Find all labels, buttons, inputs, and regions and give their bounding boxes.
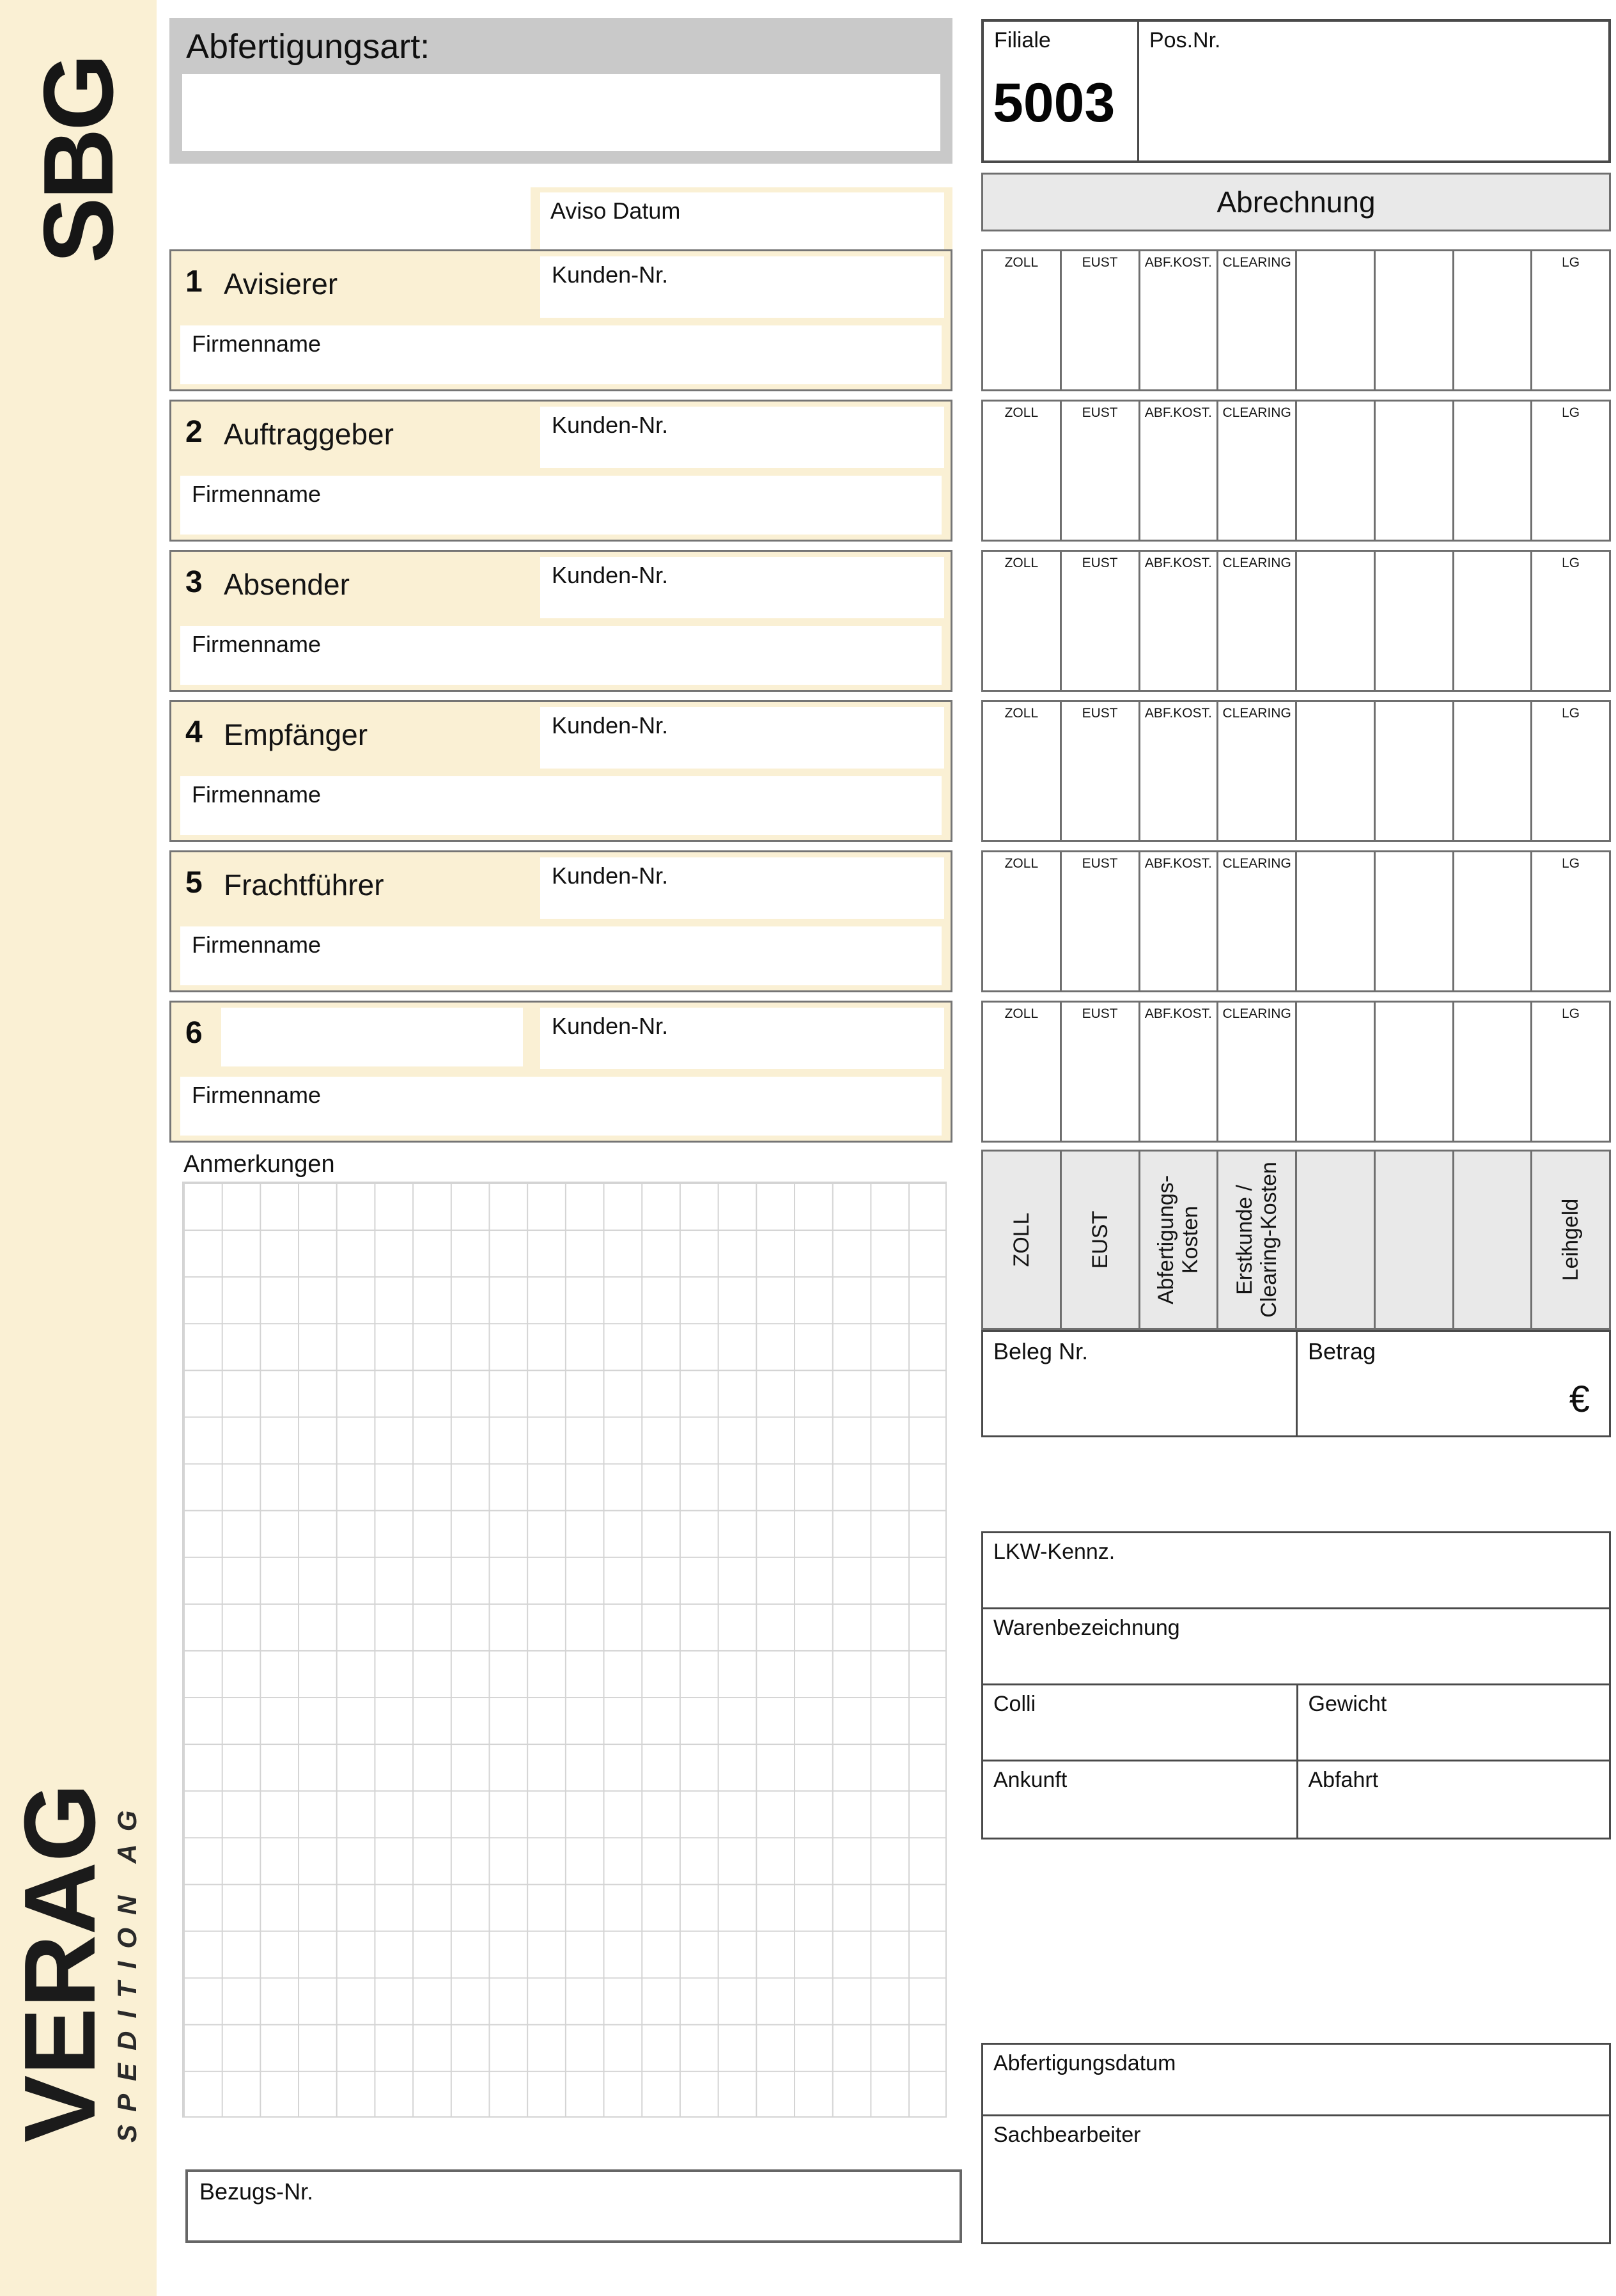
abrechnung-cell-clearing[interactable] xyxy=(1218,1003,1297,1141)
aviso-datum-box xyxy=(531,187,952,251)
party-section-frachtfuehrer xyxy=(169,850,952,992)
abrechnung-cell-zoll[interactable] xyxy=(983,702,1062,840)
abrechnung-cell-lg[interactable] xyxy=(1532,852,1609,990)
column-label: ZOLL xyxy=(1004,556,1039,570)
footer-cell-blank xyxy=(1297,1152,1376,1328)
abrechnung-cell-eust[interactable] xyxy=(1062,702,1140,840)
column-label: ZOLL xyxy=(1004,1006,1039,1021)
party-number: 4 xyxy=(185,715,203,749)
column-label: ABF.KOST. xyxy=(1144,706,1212,721)
abrechnung-cell-blank[interactable] xyxy=(1376,702,1454,840)
party-section-6 xyxy=(169,1001,952,1143)
colli-label: Colli xyxy=(993,1692,1036,1716)
rotated-column-label: ZOLL xyxy=(1009,1212,1034,1267)
posnr-label: Pos.Nr. xyxy=(1149,28,1221,52)
column-label: ABF.KOST. xyxy=(1144,556,1212,570)
abrechnung-cell-blank[interactable] xyxy=(1376,251,1454,389)
abrechnung-cell-abfkost[interactable] xyxy=(1140,1003,1219,1141)
abrechnung-cell-blank[interactable] xyxy=(1454,402,1533,540)
party-label: Absender xyxy=(224,568,350,601)
filiale-label: Filiale xyxy=(994,28,1051,52)
verag-logo xyxy=(0,1688,157,2238)
party-number: 3 xyxy=(185,565,203,599)
abrechnung-title-bar xyxy=(981,173,1611,231)
party-section-empfaenger xyxy=(169,700,952,842)
firmenname-label: Firmenname xyxy=(192,481,322,507)
abrechnung-cell-blank[interactable] xyxy=(1376,1003,1454,1141)
abrechnung-cell-clearing[interactable] xyxy=(1218,852,1297,990)
rotated-column-label: Erstkunde / Clearing-Kosten xyxy=(1232,1162,1282,1318)
abrechnung-cell-clearing[interactable] xyxy=(1218,402,1297,540)
abrechnung-cell-lg[interactable] xyxy=(1532,552,1609,690)
posnr-cell[interactable] xyxy=(1137,22,1608,160)
party-number: 5 xyxy=(185,866,203,900)
gewicht-field[interactable] xyxy=(1296,1685,1610,1760)
column-label: LG xyxy=(1562,706,1580,721)
ankunft-field[interactable] xyxy=(983,1761,1296,1838)
abrechnung-cell-zoll[interactable] xyxy=(983,251,1062,389)
abrechnung-row-3 xyxy=(981,550,1611,692)
footer-cell-blank xyxy=(1376,1152,1454,1328)
ankunft-label: Ankunft xyxy=(993,1768,1068,1792)
abrechnung-cell-zoll[interactable] xyxy=(983,552,1062,690)
footer-cell-abfertigungskosten xyxy=(1140,1152,1219,1328)
party-section-absender xyxy=(169,550,952,692)
bezugs-nr-field[interactable] xyxy=(185,2169,962,2243)
bezugs-nr-label: Bezugs-Nr. xyxy=(199,2178,314,2205)
abrechnung-cell-blank[interactable] xyxy=(1297,702,1376,840)
party-role-input[interactable] xyxy=(221,1008,523,1066)
column-label: ZOLL xyxy=(1004,706,1039,721)
verag-logo-subtext: SPEDITION AG xyxy=(111,1797,142,2143)
party-label: Auftraggeber xyxy=(224,418,394,451)
abrechnung-cell-abfkost[interactable] xyxy=(1140,402,1219,540)
abrechnung-cell-blank[interactable] xyxy=(1454,852,1533,990)
lkw-kennz-label: LKW-Kennz. xyxy=(993,1540,1115,1564)
abfertigungsart-input[interactable] xyxy=(182,74,940,151)
sbg-logo-text: SBG xyxy=(22,56,134,263)
beleg-betrag-row xyxy=(981,1330,1611,1437)
kunden-nr-label: Kunden-Nr. xyxy=(552,562,669,588)
firmenname-field[interactable] xyxy=(180,626,942,685)
abrechnung-cell-blank[interactable] xyxy=(1376,402,1454,540)
abrechnung-cell-lg[interactable] xyxy=(1532,402,1609,540)
column-label: ABF.KOST. xyxy=(1144,255,1212,270)
firmenname-field[interactable] xyxy=(180,926,942,985)
firmenname-field[interactable] xyxy=(180,476,942,535)
column-label: EUST xyxy=(1082,706,1118,721)
abrechnung-cell-eust[interactable] xyxy=(1062,402,1140,540)
warenbezeichnung-field[interactable] xyxy=(983,1609,1609,1685)
anmerkungen-label: Anmerkungen xyxy=(183,1151,335,1178)
lkw-kennz-field[interactable] xyxy=(983,1533,1609,1609)
footer-cell-eust xyxy=(1062,1152,1140,1328)
abrechnung-cell-lg[interactable] xyxy=(1532,1003,1609,1141)
abrechnung-cell-lg[interactable] xyxy=(1532,702,1609,840)
firmenname-label: Firmenname xyxy=(192,331,322,357)
column-label: CLEARING xyxy=(1222,856,1291,871)
anmerkungen-grid[interactable] xyxy=(182,1182,947,2118)
rotated-column-label: EUST xyxy=(1087,1210,1112,1269)
abrechnung-cell-blank[interactable] xyxy=(1297,251,1376,389)
abrechnung-cell-blank[interactable] xyxy=(1297,552,1376,690)
processing-box xyxy=(981,2043,1611,2244)
ankunft-abfahrt-row xyxy=(983,1761,1609,1838)
party-label: Avisierer xyxy=(224,267,338,301)
party-number: 1 xyxy=(185,265,203,299)
party-label: Frachtführer xyxy=(224,868,384,902)
firmenname-label: Firmenname xyxy=(192,932,322,958)
abrechnung-cell-blank[interactable] xyxy=(1454,1003,1533,1141)
column-label: LG xyxy=(1562,405,1580,420)
abrechnung-cell-abfkost[interactable] xyxy=(1140,251,1219,389)
column-label: EUST xyxy=(1082,856,1118,871)
kunden-nr-label: Kunden-Nr. xyxy=(552,1013,669,1039)
abfertigungsdatum-field[interactable] xyxy=(983,2045,1609,2116)
kunden-nr-label: Kunden-Nr. xyxy=(552,412,669,438)
firmenname-label: Firmenname xyxy=(192,631,322,657)
abfertigungsart-label: Abfertigungsart: xyxy=(186,27,430,66)
abfertigungsart-header xyxy=(169,18,952,164)
kunden-nr-field[interactable] xyxy=(540,557,944,618)
column-label: CLEARING xyxy=(1222,1006,1291,1021)
abrechnung-cell-clearing[interactable] xyxy=(1218,702,1297,840)
column-label: CLEARING xyxy=(1222,405,1291,420)
column-label: ZOLL xyxy=(1004,255,1039,270)
colli-field[interactable] xyxy=(983,1685,1296,1760)
abrechnung-cell-eust[interactable] xyxy=(1062,251,1140,389)
abrechnung-cell-clearing[interactable] xyxy=(1218,552,1297,690)
party-number: 6 xyxy=(185,1016,203,1050)
column-label: LG xyxy=(1562,556,1580,570)
sbg-logo xyxy=(0,26,157,294)
warenbezeichnung-label: Warenbezeichnung xyxy=(993,1616,1180,1640)
sachbearbeiter-label: Sachbearbeiter xyxy=(993,2123,1141,2147)
betrag-label: Betrag xyxy=(1308,1338,1376,1364)
party-section-auftraggeber xyxy=(169,400,952,542)
kunden-nr-field[interactable] xyxy=(540,857,944,919)
shipment-box xyxy=(981,1531,1611,1839)
filiale-cell xyxy=(984,22,1137,160)
euro-sign: € xyxy=(1569,1378,1590,1420)
column-label: CLEARING xyxy=(1222,556,1291,570)
abrechnung-row-5 xyxy=(981,850,1611,992)
aviso-datum-label: Aviso Datum xyxy=(550,198,681,224)
column-label: ABF.KOST. xyxy=(1144,405,1212,420)
column-label: ABF.KOST. xyxy=(1144,1006,1212,1021)
column-label: LG xyxy=(1562,255,1580,270)
column-label: CLEARING xyxy=(1222,706,1291,721)
column-label: LG xyxy=(1562,1006,1580,1021)
abrechnung-cell-blank[interactable] xyxy=(1297,852,1376,990)
abrechnung-cell-zoll[interactable] xyxy=(983,402,1062,540)
abrechnung-row-1 xyxy=(981,249,1611,391)
verag-logo-text: VERAG xyxy=(3,1783,116,2143)
firmenname-field[interactable] xyxy=(180,325,942,384)
firmenname-label: Firmenname xyxy=(192,1082,322,1108)
abrechnung-cell-zoll[interactable] xyxy=(983,852,1062,990)
abfahrt-field[interactable] xyxy=(1296,1761,1610,1838)
firmenname-label: Firmenname xyxy=(192,781,322,808)
rotated-column-label: Leihgeld xyxy=(1558,1198,1583,1281)
column-label: ZOLL xyxy=(1004,405,1039,420)
abrechnung-row-2 xyxy=(981,400,1611,542)
firmenname-field[interactable] xyxy=(180,776,942,835)
abrechnung-cell-eust[interactable] xyxy=(1062,1003,1140,1141)
abfertigungsdatum-label: Abfertigungsdatum xyxy=(993,2051,1176,2075)
party-label: Empfänger xyxy=(224,718,368,751)
beleg-nr-label: Beleg Nr. xyxy=(993,1338,1089,1364)
column-label: ZOLL xyxy=(1004,856,1039,871)
abrechnung-cell-blank[interactable] xyxy=(1376,852,1454,990)
abrechnung-cell-abfkost[interactable] xyxy=(1140,702,1219,840)
column-label: LG xyxy=(1562,856,1580,871)
abfahrt-label: Abfahrt xyxy=(1308,1768,1379,1792)
gewicht-label: Gewicht xyxy=(1308,1692,1387,1716)
kunden-nr-field[interactable] xyxy=(540,707,944,769)
column-label: CLEARING xyxy=(1222,255,1291,270)
firmenname-field[interactable] xyxy=(180,1077,942,1136)
kunden-nr-label: Kunden-Nr. xyxy=(552,262,669,288)
column-label: EUST xyxy=(1082,255,1118,270)
footer-cell-clearingkosten xyxy=(1218,1152,1297,1328)
party-section-avisierer xyxy=(169,249,952,391)
abrechnung-footer xyxy=(981,1150,1611,1330)
betrag-cell[interactable] xyxy=(1296,1332,1609,1435)
aviso-datum-input[interactable] xyxy=(540,192,944,251)
beleg-nr-cell[interactable] xyxy=(983,1332,1296,1435)
filiale-posnr-box xyxy=(981,19,1611,163)
abrechnung-cell-blank[interactable] xyxy=(1297,1003,1376,1141)
column-label: EUST xyxy=(1082,1006,1118,1021)
abrechnung-row-6 xyxy=(981,1001,1611,1143)
abrechnung-cell-blank[interactable] xyxy=(1454,251,1533,389)
sachbearbeiter-field[interactable] xyxy=(983,2116,1609,2242)
kunden-nr-field[interactable] xyxy=(540,407,944,468)
abrechnung-cell-abfkost[interactable] xyxy=(1140,852,1219,990)
abrechnung-cell-blank[interactable] xyxy=(1454,552,1533,690)
footer-cell-blank xyxy=(1454,1152,1533,1328)
abrechnung-cell-eust[interactable] xyxy=(1062,552,1140,690)
abrechnung-cell-blank[interactable] xyxy=(1297,402,1376,540)
kunden-nr-field[interactable] xyxy=(540,256,944,318)
abrechnung-cell-clearing[interactable] xyxy=(1218,251,1297,389)
abrechnung-row-4 xyxy=(981,700,1611,842)
column-label: EUST xyxy=(1082,405,1118,420)
filiale-value: 5003 xyxy=(993,72,1115,134)
rotated-column-label: Abfertigungs-Kosten xyxy=(1154,1175,1203,1305)
abrechnung-cell-blank[interactable] xyxy=(1376,552,1454,690)
kunden-nr-label: Kunden-Nr. xyxy=(552,863,669,889)
kunden-nr-label: Kunden-Nr. xyxy=(552,712,669,738)
abrechnung-cell-lg[interactable] xyxy=(1532,251,1609,389)
abrechnung-cell-zoll[interactable] xyxy=(983,1003,1062,1141)
colli-gewicht-row xyxy=(983,1685,1609,1761)
party-number: 2 xyxy=(185,415,203,449)
abrechnung-cell-blank[interactable] xyxy=(1454,702,1533,840)
column-label: ABF.KOST. xyxy=(1144,856,1212,871)
abrechnung-cell-abfkost[interactable] xyxy=(1140,552,1219,690)
abrechnung-title: Abrechnung xyxy=(1216,185,1376,219)
footer-cell-zoll xyxy=(983,1152,1062,1328)
column-label: EUST xyxy=(1082,556,1118,570)
abrechnung-cell-eust[interactable] xyxy=(1062,852,1140,990)
footer-cell-leihgeld xyxy=(1532,1152,1609,1328)
sidebar xyxy=(0,0,157,2296)
kunden-nr-field[interactable] xyxy=(540,1008,944,1069)
